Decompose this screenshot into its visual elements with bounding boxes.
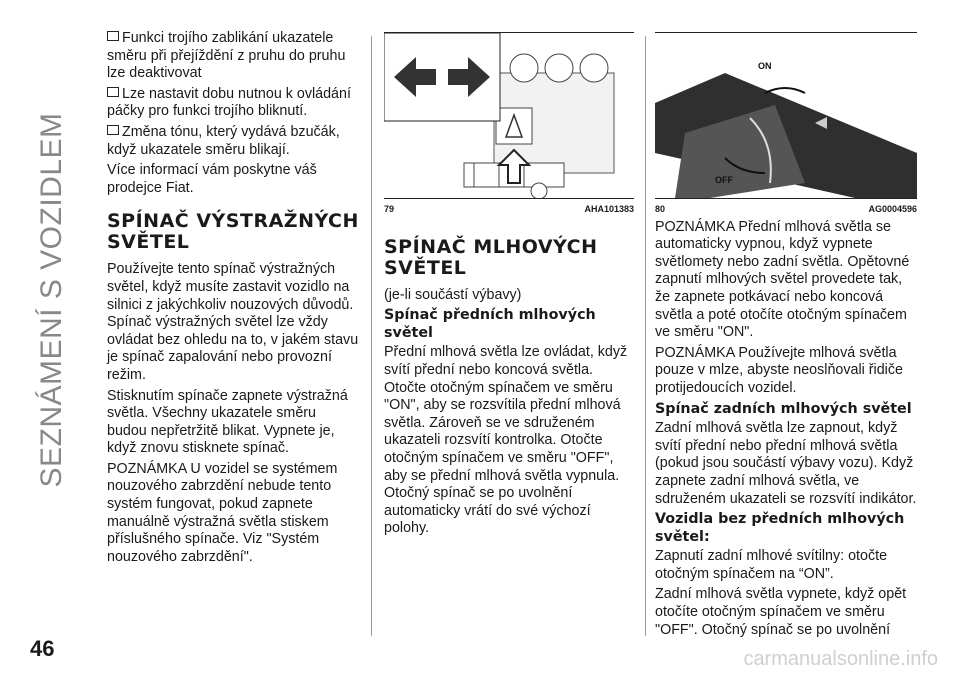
paragraph: Zadní mlhová světla lze zapnout, když svítí přední nebo přední mlhová světla (pokud jsou součástí výbavy vozu). Když zapnete zadní mlhová světla, ve sdruženém ukazateli se rozsvítí indikátor. [655,420,917,507]
section-heading: SPÍNAČ VÝSTRAŽNÝCH SVĚTEL [107,210,359,254]
column-divider [371,36,372,636]
subheading: Spínač zadních mlhových světel [655,400,912,417]
paragraph: Přední mlhová světla lze ovládat, když svítí přední nebo koncová světla. Otočte otočným spínačem ve směru "ON", aby se rozsvítila přední mlhová světla. Zároveň se ve sdruženém ukazateli rozsvítí kontrolka. Otočte otočným spínačem ve směru "OFF", aby se přední mlhová světla vypnula. Otočný spínač se po uvolnění automaticky vrátí do své výchozí polohy. [384,344,628,537]
subheading: Vozidla bez předních mlhových světel: [655,511,905,545]
paragraph: Více informací vám poskytne váš prodejce Fiat. [107,162,317,196]
column-divider [645,36,646,636]
bullet-box-icon [107,87,119,97]
paragraph: (je-li součástí výbavy) [384,286,522,303]
paragraph: Zapnutí zadní mlhové svítilny: otočte otočným spínačem na “ON”. [655,548,888,582]
paragraph: POZNÁMKA U vozidel se systémem nouzového zabrzdění nebude tento systém fungovat, pokud zapnete manuálně výstražná světla stiskem příslušného spínače. Viz "Systém nouzového zabrzdění". [107,460,338,565]
figure-number: 80 [655,204,666,214]
paragraph: POZNÁMKA Používejte mlhová světla pouze v mlze, abyste neoslňovali řidiče protijedoucích vozidel. [655,344,903,396]
figure-80 [655,32,917,219]
watermark: carmanualsonline.info [743,648,938,670]
paragraph: Stisknutím spínače zapnete výstražná světla. Všechny ukazatele směru budou nepřetržitě blikat. Vypnete je, když znovu stisknete spínač. [107,387,348,457]
paragraph: Používejte tento spínač výstražných světel, když musíte zastavit vozidlo na silnici z jakýchkoliv nouzových důvodů. Spínač výstražných světel lze vždy ovládat bez ohledu na to, v jakém stavu je spínač zapalování nebo provozní režim. [107,261,359,383]
bullet-item: Změna tónu, který vydává bzučák, když ukazatele směru blikají. [107,123,340,158]
bullet-item: Funkci trojího zablikání ukazatele směru při přejíždění z pruhu do pruhu lze deaktivovat [107,30,346,82]
column-3 [655,32,917,642]
figure-number: 79 [384,204,395,214]
page-number: 46 [30,636,55,661]
bullet-item: Lze nastavit dobu nutnou k ovládání páčky pro funkci trojího bliknutí. [107,85,351,120]
column-2 [384,32,634,541]
hazard-switch-illustration [384,33,634,198]
section-heading: SPÍNAČ MLHOVÝCH SVĚTEL [384,235,598,279]
off-label: OFF [715,175,733,185]
bullet-box-icon [107,31,119,41]
column-1 [107,30,359,569]
figure-79 [384,32,634,219]
paragraph: POZNÁMKA Přední mlhová světla se automaticky vypnou, když vypnete světlomety nebo zadní světla. Opětovné zapnutí mlhových světel provedete tak, že zapnete potkávací nebo koncová světla a poté otočíte otočným spínačem ve směru "ON". [655,218,910,341]
on-label: ON [758,61,772,71]
subheading: Spínač předních mlhových světel [384,307,596,341]
figure-code: AG0004596 [868,204,917,214]
fog-light-switch-illustration [655,33,917,198]
paragraph: Zadní mlhová světla vypnete, když opět otočíte otočným spínačem ve směru "OFF". Otočný spínač se po uvolnění [655,586,907,638]
bullet-box-icon [107,125,119,135]
figure-code: AHA101383 [584,204,634,214]
section-side-title: SEZNÁMENÍ S VOZIDLEM [35,112,68,488]
